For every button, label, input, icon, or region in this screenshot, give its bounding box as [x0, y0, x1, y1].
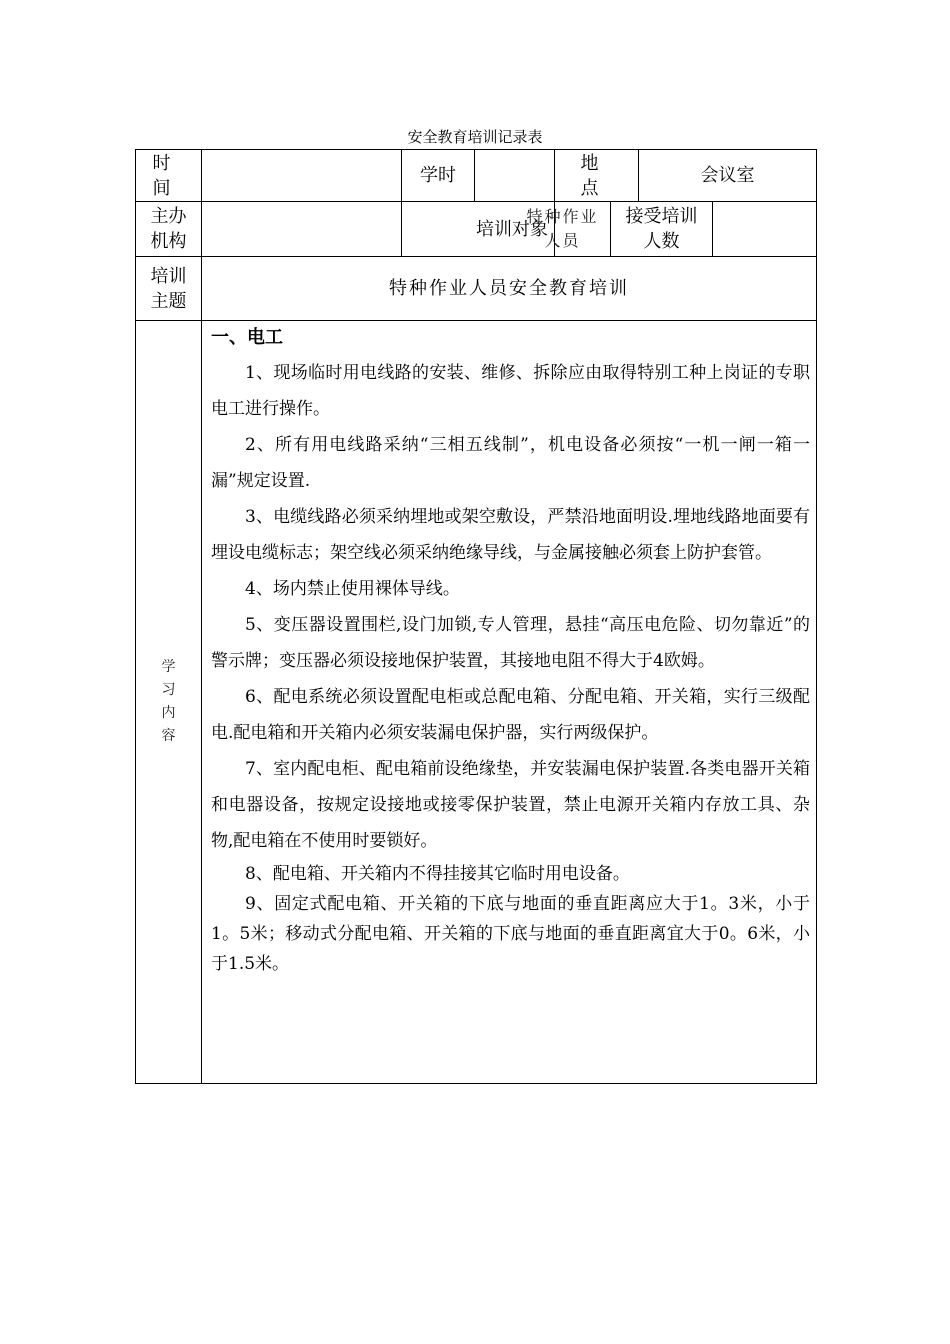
- row-content: [136, 321, 817, 1084]
- time-value[interactable]: [202, 150, 402, 202]
- content-paragraph-5: 5、变压器设置围栏,设门加锁,专人管理，悬挂“高压电危险、切勿靠近”的警示牌；变压器必须设接地保护装置，其接地电阻不得大于4欧姆。: [211, 615, 811, 671]
- document-title: 安全教育培训记录表: [407, 128, 543, 146]
- row-organizer-target-count: [136, 202, 817, 257]
- content-paragraph-2: 2、所有用电线路采纳“三相五线制”，机电设备必须按“一机一闸一箱一漏”规定设置.: [211, 435, 811, 491]
- time-label: 时 间: [136, 150, 202, 202]
- section-heading: 一、电工: [211, 327, 283, 348]
- organizer-label-line1: 主办: [150, 206, 187, 227]
- count-label-line1: 接受培训: [625, 206, 698, 227]
- content-label-char-1: 学: [161, 659, 176, 675]
- content-paragraph-7: 7、室内配电柜、配电箱前设绝缘垫，并安装漏电保护装置.各类电器开关箱和电器设备，按规定设接地或接零保护装置，禁止电源开关箱内存放工具、杂物,配电箱在不使用时要锁好。: [211, 759, 811, 851]
- content-paragraph-8: 8、配电箱、开关箱内不得挂接其它临时用电设备。: [245, 864, 630, 884]
- topic-label: [136, 257, 202, 321]
- training-record-table: [135, 149, 817, 1084]
- topic-value[interactable]: 特种作业人员安全教育培训: [202, 257, 817, 321]
- target-value-line1: 特种作业: [526, 207, 599, 226]
- content-label-char-2: 习: [161, 682, 176, 698]
- hours-label: 学时: [402, 150, 475, 202]
- count-value[interactable]: [713, 202, 817, 257]
- place-label: 地 点: [555, 150, 639, 202]
- learning-content: [202, 321, 817, 1084]
- content-paragraph-3: 3、电缆线路必须采纳埋地或架空敷设，严禁沿地面明设.埋地线路地面要有埋设电缆标志；架空线必须采纳绝缘导线，与金属接触必须套上防护套管。: [211, 507, 811, 563]
- content-paragraph-4: 4、场内禁止使用裸体导线。: [245, 579, 460, 599]
- content-paragraph-9: 9、固定式配电箱、开关箱的下底与地面的垂直距离应大于1。3米，小于1。5米；移动式分配电箱、开关箱的下底与地面的垂直距离宜大于0。6米，小于1.5米。: [211, 894, 811, 974]
- content-paragraph-6: 6、配电系统必须设置配电柜或总配电箱、分配电箱、开关箱，实行三级配电.配电箱和开关箱内必须安装漏电保护器，实行两级保护。: [211, 687, 811, 743]
- hours-value[interactable]: [475, 150, 555, 202]
- place-value[interactable]: 会议室: [639, 150, 817, 202]
- content-label-char-4: 容: [161, 728, 176, 744]
- row-topic: [136, 257, 817, 321]
- content-label-char-3: 内: [161, 705, 176, 721]
- topic-label-line1: 培训: [150, 265, 187, 287]
- organizer-value[interactable]: [202, 202, 402, 257]
- target-label: 培训对象: [402, 202, 555, 257]
- count-label-line2: 人数: [643, 231, 680, 252]
- target-value-line2: 人员: [544, 231, 581, 250]
- topic-label-line2: 主题: [150, 290, 187, 312]
- content-label: [136, 321, 202, 1084]
- count-label: [611, 202, 713, 257]
- content-paragraph-1: 1、现场临时用电线路的安装、维修、拆除应由取得特别工种上岗证的专职电工进行操作。: [211, 363, 811, 419]
- organizer-label: [136, 202, 202, 257]
- row-time-hours-place: [136, 150, 817, 202]
- organizer-label-line2: 机构: [150, 231, 187, 252]
- target-value[interactable]: [526, 202, 611, 257]
